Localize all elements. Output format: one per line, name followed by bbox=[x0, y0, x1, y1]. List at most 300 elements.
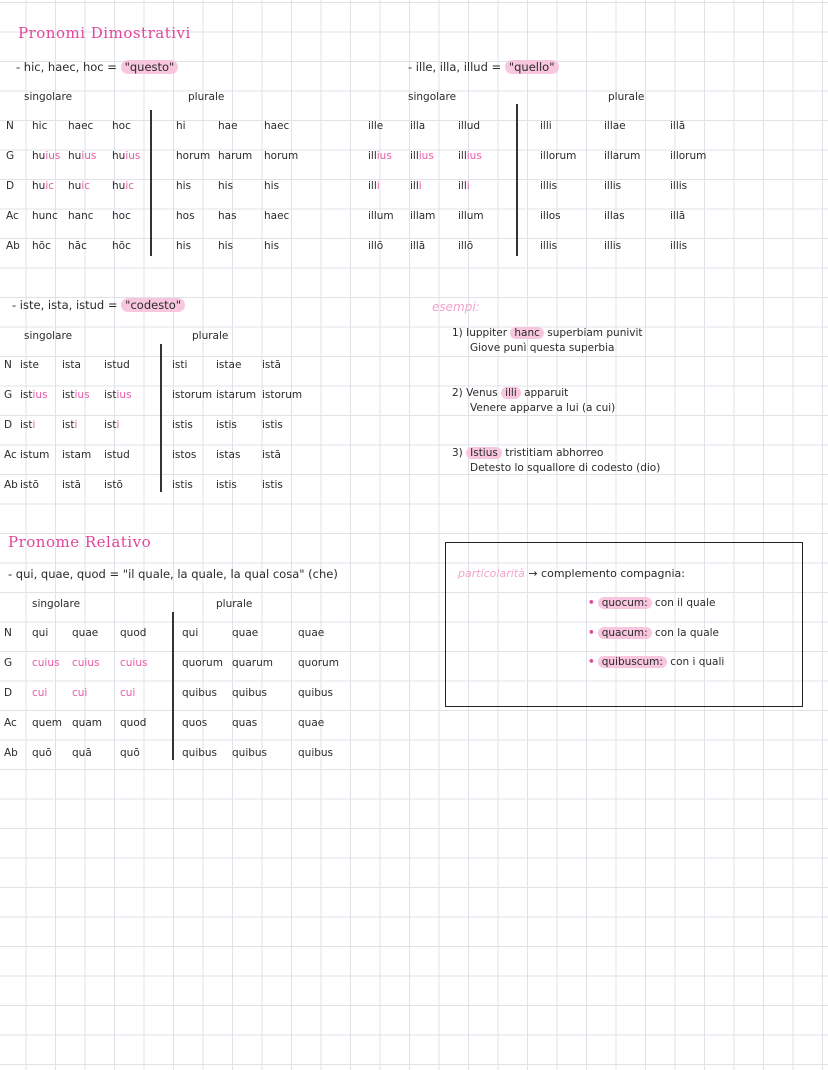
ille-singular-form bbox=[458, 180, 470, 192]
ille-meaning: "quello" bbox=[505, 60, 559, 74]
ille-plural-form bbox=[540, 240, 557, 252]
hic-plural-form-stem: his bbox=[218, 240, 234, 252]
hic-singular-form bbox=[112, 150, 140, 162]
relative-plural-form-stem: quibus bbox=[232, 687, 268, 699]
relative-singular-form bbox=[120, 627, 146, 639]
iste-singular-form bbox=[62, 449, 91, 461]
hic-singular-form-ending: ic bbox=[81, 180, 91, 192]
hic-plural-header: plurale bbox=[188, 91, 225, 103]
iste-plural-form bbox=[172, 389, 212, 401]
ille-plural-form bbox=[540, 120, 552, 132]
iste-plural-form-stem: istorum bbox=[262, 389, 303, 401]
ille-singular-form-stem: illum bbox=[458, 210, 484, 222]
ille-plural-form-stem: illā bbox=[670, 210, 686, 222]
hic-plural-form-stem: his bbox=[218, 180, 234, 192]
hic-singular-form-ending: ius bbox=[81, 150, 97, 162]
hic-singular-form bbox=[112, 180, 134, 192]
relative-plural-form bbox=[298, 747, 333, 759]
relative-singular-form-ending: cui bbox=[120, 687, 136, 699]
relative-singular-form-ending: cuius bbox=[120, 657, 148, 669]
ille-singular-form bbox=[410, 240, 425, 252]
iste-singular-form-stem: ist bbox=[20, 419, 33, 431]
hic-plural-form-stem: haec bbox=[264, 210, 290, 222]
ille-plural-form-stem: illis bbox=[540, 240, 558, 252]
iste-singular-form bbox=[62, 419, 77, 431]
hic-singular-form-stem: hu bbox=[32, 150, 46, 162]
ille-singular-form bbox=[410, 210, 435, 222]
iste-plural-form-stem: istis bbox=[262, 479, 283, 491]
example-translation: Giove punì questa superbia bbox=[470, 342, 615, 354]
relative-singular-form-stem: quā bbox=[72, 747, 92, 759]
relative-case-label: D bbox=[4, 687, 13, 699]
particularity-word: quacum: bbox=[598, 627, 652, 639]
relative-plural-header: plurale bbox=[216, 598, 253, 610]
hic-singular-form-stem: hanc bbox=[68, 210, 94, 222]
ille-singular-form bbox=[368, 120, 383, 132]
hic-plural-form bbox=[218, 150, 252, 162]
particularity-heading bbox=[458, 567, 685, 580]
ille-singular-form-ending: ius bbox=[466, 150, 482, 162]
particularity-item bbox=[588, 656, 724, 668]
iste-singular-form bbox=[20, 449, 49, 461]
ille-singular-form-stem: illō bbox=[368, 240, 384, 252]
hic-plural-form bbox=[176, 120, 186, 132]
relative-plural-form bbox=[298, 627, 324, 639]
example-number: 1) bbox=[452, 327, 467, 339]
ille-singular-form-ending: i bbox=[418, 180, 422, 192]
ille-plural-form-stem: illos bbox=[540, 210, 561, 222]
relative-plural-form-stem: quarum bbox=[232, 657, 273, 669]
example-highlight-word: hanc bbox=[510, 327, 544, 339]
hic-singular-form bbox=[68, 120, 93, 132]
iste-plural-form bbox=[216, 389, 256, 401]
hic-singular-form-ending: ius bbox=[45, 150, 61, 162]
ille-singular-form bbox=[458, 120, 480, 132]
relative-plural-form-stem: quibus bbox=[298, 747, 334, 759]
iste-singular-form-stem: ista bbox=[62, 359, 81, 371]
relative-singular-form-stem: quod bbox=[120, 717, 147, 729]
relative-plural-form-stem: quae bbox=[298, 627, 325, 639]
relative-plural-form bbox=[232, 717, 257, 729]
ille-plural-form-stem: illorum bbox=[540, 150, 577, 162]
iste-divider bbox=[160, 344, 162, 492]
iste-plural-form-stem: istis bbox=[262, 419, 283, 431]
ille-singular-form-stem: ill bbox=[368, 150, 377, 162]
iste-meaning: "codesto" bbox=[121, 298, 185, 312]
iste-singular-form bbox=[104, 389, 132, 401]
ille-singular-form-stem: illā bbox=[410, 240, 426, 252]
ille-singular-form bbox=[368, 180, 380, 192]
iste-plural-form-stem: istarum bbox=[216, 389, 257, 401]
relative-singular-form-stem: quō bbox=[32, 747, 52, 759]
ille-plural-form bbox=[670, 150, 706, 162]
particularity-label: particolarità bbox=[458, 567, 525, 580]
hic-singular-form-ending: ius bbox=[125, 150, 141, 162]
iste-singular-form bbox=[62, 389, 90, 401]
relative-singular-form bbox=[120, 747, 140, 759]
hic-singular-form bbox=[32, 240, 51, 252]
relative-singular-form bbox=[120, 717, 146, 729]
hic-definition: - hic, haec, hoc = "questo" bbox=[16, 60, 178, 74]
particularity-item bbox=[588, 597, 716, 609]
iste-singular-form bbox=[20, 419, 35, 431]
relative-singular-form bbox=[120, 687, 135, 699]
ille-singular-form bbox=[410, 120, 425, 132]
hic-singular-form bbox=[32, 180, 54, 192]
ille-singular-form-stem: ill bbox=[368, 180, 377, 192]
bullet-dot: • bbox=[588, 597, 595, 609]
hic-singular-form-stem: hoc bbox=[112, 210, 131, 222]
iste-singular-form-ending: i bbox=[116, 419, 120, 431]
relative-singular-form bbox=[32, 687, 47, 699]
hic-case-label: Ab bbox=[6, 240, 20, 252]
example-latin bbox=[452, 447, 603, 459]
hic-singular-form-ending: ic bbox=[45, 180, 55, 192]
hic-plural-form-stem: harum bbox=[218, 150, 253, 162]
relative-singular-form bbox=[32, 747, 52, 759]
ille-singular-form-stem: illud bbox=[458, 120, 481, 132]
iste-plural-form bbox=[262, 359, 281, 371]
hic-plural-form bbox=[218, 120, 238, 132]
hic-singular-form bbox=[112, 240, 131, 252]
relative-plural-form-stem: quas bbox=[232, 717, 258, 729]
ille-singular-form bbox=[458, 150, 482, 162]
iste-singular-form bbox=[104, 479, 123, 491]
ille-singular-form-stem: illum bbox=[368, 210, 394, 222]
hic-plural-form bbox=[264, 150, 298, 162]
hic-singular-form bbox=[32, 210, 58, 222]
ille-singular-form bbox=[368, 210, 394, 222]
iste-singular-form bbox=[104, 449, 130, 461]
iste-plural-form-stem: istas bbox=[216, 449, 241, 461]
hic-singular-form-stem: haec bbox=[68, 120, 94, 132]
examples-label: esempi: bbox=[432, 300, 480, 314]
hic-plural-form bbox=[218, 240, 233, 252]
iste-plural-form-stem: istis bbox=[216, 479, 237, 491]
ille-singular-form bbox=[368, 150, 392, 162]
ille-plural-form bbox=[540, 150, 576, 162]
iste-singular-form-stem: iste bbox=[20, 359, 39, 371]
hic-singular-form bbox=[32, 120, 47, 132]
iste-singular-form bbox=[62, 359, 81, 371]
ille-definition: - ille, illa, illud = "quello" bbox=[408, 60, 559, 74]
hic-plural-form bbox=[218, 180, 233, 192]
particularity-word: quibuscum: bbox=[598, 656, 667, 668]
relative-plural-form bbox=[232, 747, 267, 759]
relative-plural-form bbox=[182, 657, 223, 669]
example-latin-suffix: tristitiam abhorreo bbox=[501, 447, 604, 459]
relative-plural-form-stem: quorum bbox=[182, 657, 223, 669]
relative-singular-form bbox=[72, 657, 99, 669]
iste-plural-form-stem: istā bbox=[262, 359, 281, 371]
ille-singular-form-stem: ill bbox=[410, 150, 419, 162]
ille-singular-form-stem: ill bbox=[410, 180, 419, 192]
hic-singular-form-stem: hōc bbox=[32, 240, 51, 252]
ille-singular-form-stem: illam bbox=[410, 210, 436, 222]
relative-singular-form-stem: quae bbox=[72, 627, 99, 639]
relative-plural-form bbox=[182, 687, 217, 699]
hic-plural-form bbox=[218, 210, 237, 222]
iste-singular-form-stem: istud bbox=[104, 359, 130, 371]
ille-plural-form-stem: illis bbox=[604, 180, 622, 192]
relative-singular-form bbox=[32, 627, 48, 639]
hic-plural-form bbox=[176, 150, 210, 162]
hic-plural-form-stem: hi bbox=[176, 120, 186, 132]
relative-singular-form-ending: cui bbox=[32, 687, 48, 699]
iste-singular-form-stem: ist bbox=[62, 419, 75, 431]
ille-plural-form bbox=[670, 180, 687, 192]
ille-plural-form-stem: illis bbox=[604, 240, 622, 252]
relative-singular-form-stem: quem bbox=[32, 717, 63, 729]
iste-singular-form bbox=[62, 479, 81, 491]
relative-plural-form bbox=[182, 747, 217, 759]
hic-plural-form bbox=[176, 210, 195, 222]
relative-plural-form bbox=[232, 657, 273, 669]
hic-plural-form bbox=[264, 240, 279, 252]
iste-plural-form bbox=[216, 359, 241, 371]
relative-singular-form-stem: quam bbox=[72, 717, 102, 729]
relative-singular-header: singolare bbox=[32, 598, 81, 610]
ille-singular-form-stem: ille bbox=[368, 120, 384, 132]
ille-singular-form-ending: i bbox=[376, 180, 380, 192]
ille-plural-form-stem: illas bbox=[604, 210, 625, 222]
ille-plural-form bbox=[604, 210, 625, 222]
iste-singular-form-stem: istum bbox=[20, 449, 50, 461]
relative-plural-form-stem: quos bbox=[182, 717, 208, 729]
iste-plural-form bbox=[172, 449, 196, 461]
relative-singular-form bbox=[72, 627, 98, 639]
ille-singular-form bbox=[458, 210, 484, 222]
ille-plural-form bbox=[604, 180, 621, 192]
hic-plural-form-stem: horum bbox=[176, 150, 211, 162]
ille-plural-form-stem: illis bbox=[540, 180, 558, 192]
particularity-word: quocum: bbox=[598, 597, 652, 609]
hic-divider bbox=[150, 110, 152, 256]
iste-plural-form bbox=[216, 419, 237, 431]
hic-singular-form bbox=[68, 180, 90, 192]
iste-plural-form bbox=[216, 479, 237, 491]
relative-plural-form-stem: quorum bbox=[298, 657, 339, 669]
relative-singular-form bbox=[72, 687, 87, 699]
relative-case-label: Ab bbox=[4, 747, 18, 759]
bullet-dot: • bbox=[588, 627, 595, 639]
hic-plural-form bbox=[264, 180, 279, 192]
hic-singular-form bbox=[68, 150, 96, 162]
hic-singular-form bbox=[112, 120, 131, 132]
relative-singular-form bbox=[72, 717, 102, 729]
particularity-translation: con il quale bbox=[651, 597, 716, 609]
hic-singular-form-ending: ic bbox=[125, 180, 135, 192]
hic-plural-form-stem: his bbox=[176, 240, 192, 252]
iste-plural-form-stem: istis bbox=[172, 419, 193, 431]
example-number: 2) bbox=[452, 387, 467, 399]
ille-plural-form bbox=[540, 210, 561, 222]
ille-plural-form bbox=[604, 150, 640, 162]
ille-plural-form-stem: illis bbox=[670, 240, 688, 252]
ille-plural-form bbox=[604, 120, 626, 132]
iste-plural-form-stem: isti bbox=[172, 359, 188, 371]
iste-plural-header: plurale bbox=[192, 330, 229, 342]
hic-singular-header: singolare bbox=[24, 91, 73, 103]
ille-plural-form-stem: illā bbox=[670, 120, 686, 132]
iste-plural-form bbox=[172, 479, 193, 491]
relative-plural-form-stem: quae bbox=[232, 627, 259, 639]
ille-plural-form bbox=[670, 210, 685, 222]
relative-singular-form-stem: qui bbox=[32, 627, 49, 639]
hic-singular-form bbox=[68, 240, 87, 252]
iste-definition: - iste, ista, istud = "codesto" bbox=[12, 298, 185, 312]
ille-plural-form-stem: illorum bbox=[670, 150, 707, 162]
relative-singular-form-ending: cui bbox=[72, 687, 88, 699]
iste-plural-form bbox=[262, 389, 302, 401]
hic-singular-form-stem: hu bbox=[68, 180, 82, 192]
ille-plural-form bbox=[540, 180, 557, 192]
iste-singular-form-stem: istā bbox=[62, 479, 81, 491]
iste-case-label: D bbox=[4, 419, 13, 431]
relative-singular-form-stem: quō bbox=[120, 747, 140, 759]
example-highlight-word: Istius bbox=[466, 447, 502, 459]
iste-singular-form bbox=[104, 359, 130, 371]
hic-plural-form bbox=[176, 180, 191, 192]
example-latin-prefix: Iuppiter bbox=[466, 327, 511, 339]
example-latin-prefix: Venus bbox=[466, 387, 502, 399]
relative-plural-form bbox=[298, 687, 333, 699]
ille-singular-form bbox=[368, 240, 383, 252]
iste-singular-form-ending: ius bbox=[32, 389, 48, 401]
iste-singular-form-stem: istam bbox=[62, 449, 92, 461]
iste-plural-form-stem: istae bbox=[216, 359, 242, 371]
ille-singular-form-stem: illō bbox=[458, 240, 474, 252]
hic-singular-form-stem: hōc bbox=[112, 240, 131, 252]
ille-plural-form bbox=[670, 120, 685, 132]
bullet-dot: • bbox=[588, 656, 595, 668]
iste-singular-form-stem: istud bbox=[104, 449, 130, 461]
hic-meaning: "questo" bbox=[121, 60, 179, 74]
iste-singular-form bbox=[20, 359, 39, 371]
hic-plural-form-stem: hae bbox=[218, 120, 238, 132]
relative-plural-form bbox=[232, 627, 258, 639]
hic-plural-form bbox=[264, 210, 289, 222]
ille-singular-form-ending: ius bbox=[418, 150, 434, 162]
iste-singular-form bbox=[104, 419, 119, 431]
iste-case-label: G bbox=[4, 389, 13, 401]
relative-plural-form bbox=[298, 657, 339, 669]
iste-plural-form-stem: istos bbox=[172, 449, 197, 461]
relative-case-label: G bbox=[4, 657, 13, 669]
ille-singular-form-stem: ill bbox=[458, 180, 467, 192]
iste-singular-form-stem: ist bbox=[104, 389, 117, 401]
iste-plural-form bbox=[262, 449, 281, 461]
example-latin bbox=[452, 387, 568, 399]
particularity-arrow-text: → complemento compagnia: bbox=[528, 567, 686, 580]
ille-plural-form-stem: illis bbox=[670, 180, 688, 192]
iste-plural-form bbox=[216, 449, 240, 461]
iste-singular-form-ending: ius bbox=[74, 389, 90, 401]
hic-singular-form-stem: hu bbox=[112, 150, 126, 162]
relative-plural-form-stem: quibus bbox=[182, 747, 218, 759]
hic-plural-form-stem: his bbox=[264, 240, 280, 252]
iste-plural-form-stem: istā bbox=[262, 449, 281, 461]
hic-plural-form-stem: haec bbox=[264, 120, 290, 132]
ille-plural-form bbox=[670, 240, 687, 252]
iste-singular-form bbox=[20, 479, 39, 491]
particularity-item bbox=[588, 627, 719, 639]
hic-singular-form-stem: hāc bbox=[68, 240, 87, 252]
iste-plural-form-stem: istorum bbox=[172, 389, 213, 401]
ille-plural-form-stem: illi bbox=[540, 120, 552, 132]
ille-singular-form-stem: illa bbox=[410, 120, 426, 132]
relative-plural-form bbox=[182, 717, 207, 729]
relative-singular-form bbox=[120, 657, 147, 669]
relative-plural-form bbox=[232, 687, 267, 699]
relative-plural-form-stem: quae bbox=[298, 717, 325, 729]
ille-singular-form-ending: i bbox=[466, 180, 470, 192]
hic-plural-form-stem: horum bbox=[264, 150, 299, 162]
relative-plural-form-stem: qui bbox=[182, 627, 199, 639]
iste-singular-form-ending: i bbox=[32, 419, 36, 431]
ille-singular-header: singolare bbox=[408, 91, 457, 103]
hic-singular-form-stem: hic bbox=[32, 120, 48, 132]
iste-singular-form-ending: ius bbox=[116, 389, 132, 401]
iste-case-label: N bbox=[4, 359, 12, 371]
relative-singular-form-stem: quod bbox=[120, 627, 147, 639]
ille-plural-form-stem: illae bbox=[604, 120, 626, 132]
iste-singular-header: singolare bbox=[24, 330, 73, 342]
hic-singular-form-stem: hu bbox=[68, 150, 82, 162]
iste-singular-form-ending: i bbox=[74, 419, 78, 431]
iste-plural-form-stem: istis bbox=[216, 419, 237, 431]
example-number: 3) bbox=[452, 447, 467, 459]
hic-singular-form bbox=[32, 150, 60, 162]
particularity-translation: con i quali bbox=[666, 656, 725, 668]
hic-singular-form-stem: hu bbox=[32, 180, 46, 192]
ille-singular-form bbox=[410, 180, 422, 192]
relative-singular-form bbox=[72, 747, 92, 759]
ille-singular-form bbox=[410, 150, 434, 162]
hic-singular-form-stem: hu bbox=[112, 180, 126, 192]
ille-plural-form-stem: illarum bbox=[604, 150, 641, 162]
iste-plural-form bbox=[172, 359, 187, 371]
relative-singular-form-ending: cuius bbox=[32, 657, 60, 669]
example-latin-suffix: superbiam punivit bbox=[543, 327, 643, 339]
hic-plural-form-stem: has bbox=[218, 210, 237, 222]
example-latin-suffix: apparuit bbox=[520, 387, 569, 399]
example-translation: Detesto lo squallore di codesto (dio) bbox=[470, 462, 661, 474]
iste-singular-form-stem: ist bbox=[62, 389, 75, 401]
hic-case-label: G bbox=[6, 150, 15, 162]
iste-plural-form bbox=[262, 419, 283, 431]
hic-singular-form bbox=[112, 210, 131, 222]
hic-plural-form bbox=[176, 240, 191, 252]
hic-plural-form-stem: his bbox=[264, 180, 280, 192]
hic-singular-form bbox=[68, 210, 94, 222]
hic-plural-form-stem: his bbox=[176, 180, 192, 192]
section-title-relativo: Pronome Relativo bbox=[8, 533, 152, 551]
relative-singular-form-ending: cuius bbox=[72, 657, 100, 669]
iste-case-label: Ab bbox=[4, 479, 18, 491]
relative-case-label: Ac bbox=[4, 717, 17, 729]
section-title-dimostrativi: Pronomi Dimostrativi bbox=[18, 24, 191, 42]
relative-plural-form bbox=[298, 717, 324, 729]
relative-plural-form-stem: quibus bbox=[298, 687, 334, 699]
hic-case-label: D bbox=[6, 180, 15, 192]
ille-plural-header: plurale bbox=[608, 91, 645, 103]
relative-singular-form bbox=[32, 657, 59, 669]
hic-case-label: Ac bbox=[6, 210, 19, 222]
hic-plural-form bbox=[264, 120, 289, 132]
iste-singular-form-stem: istō bbox=[20, 479, 39, 491]
relative-case-label: N bbox=[4, 627, 12, 639]
